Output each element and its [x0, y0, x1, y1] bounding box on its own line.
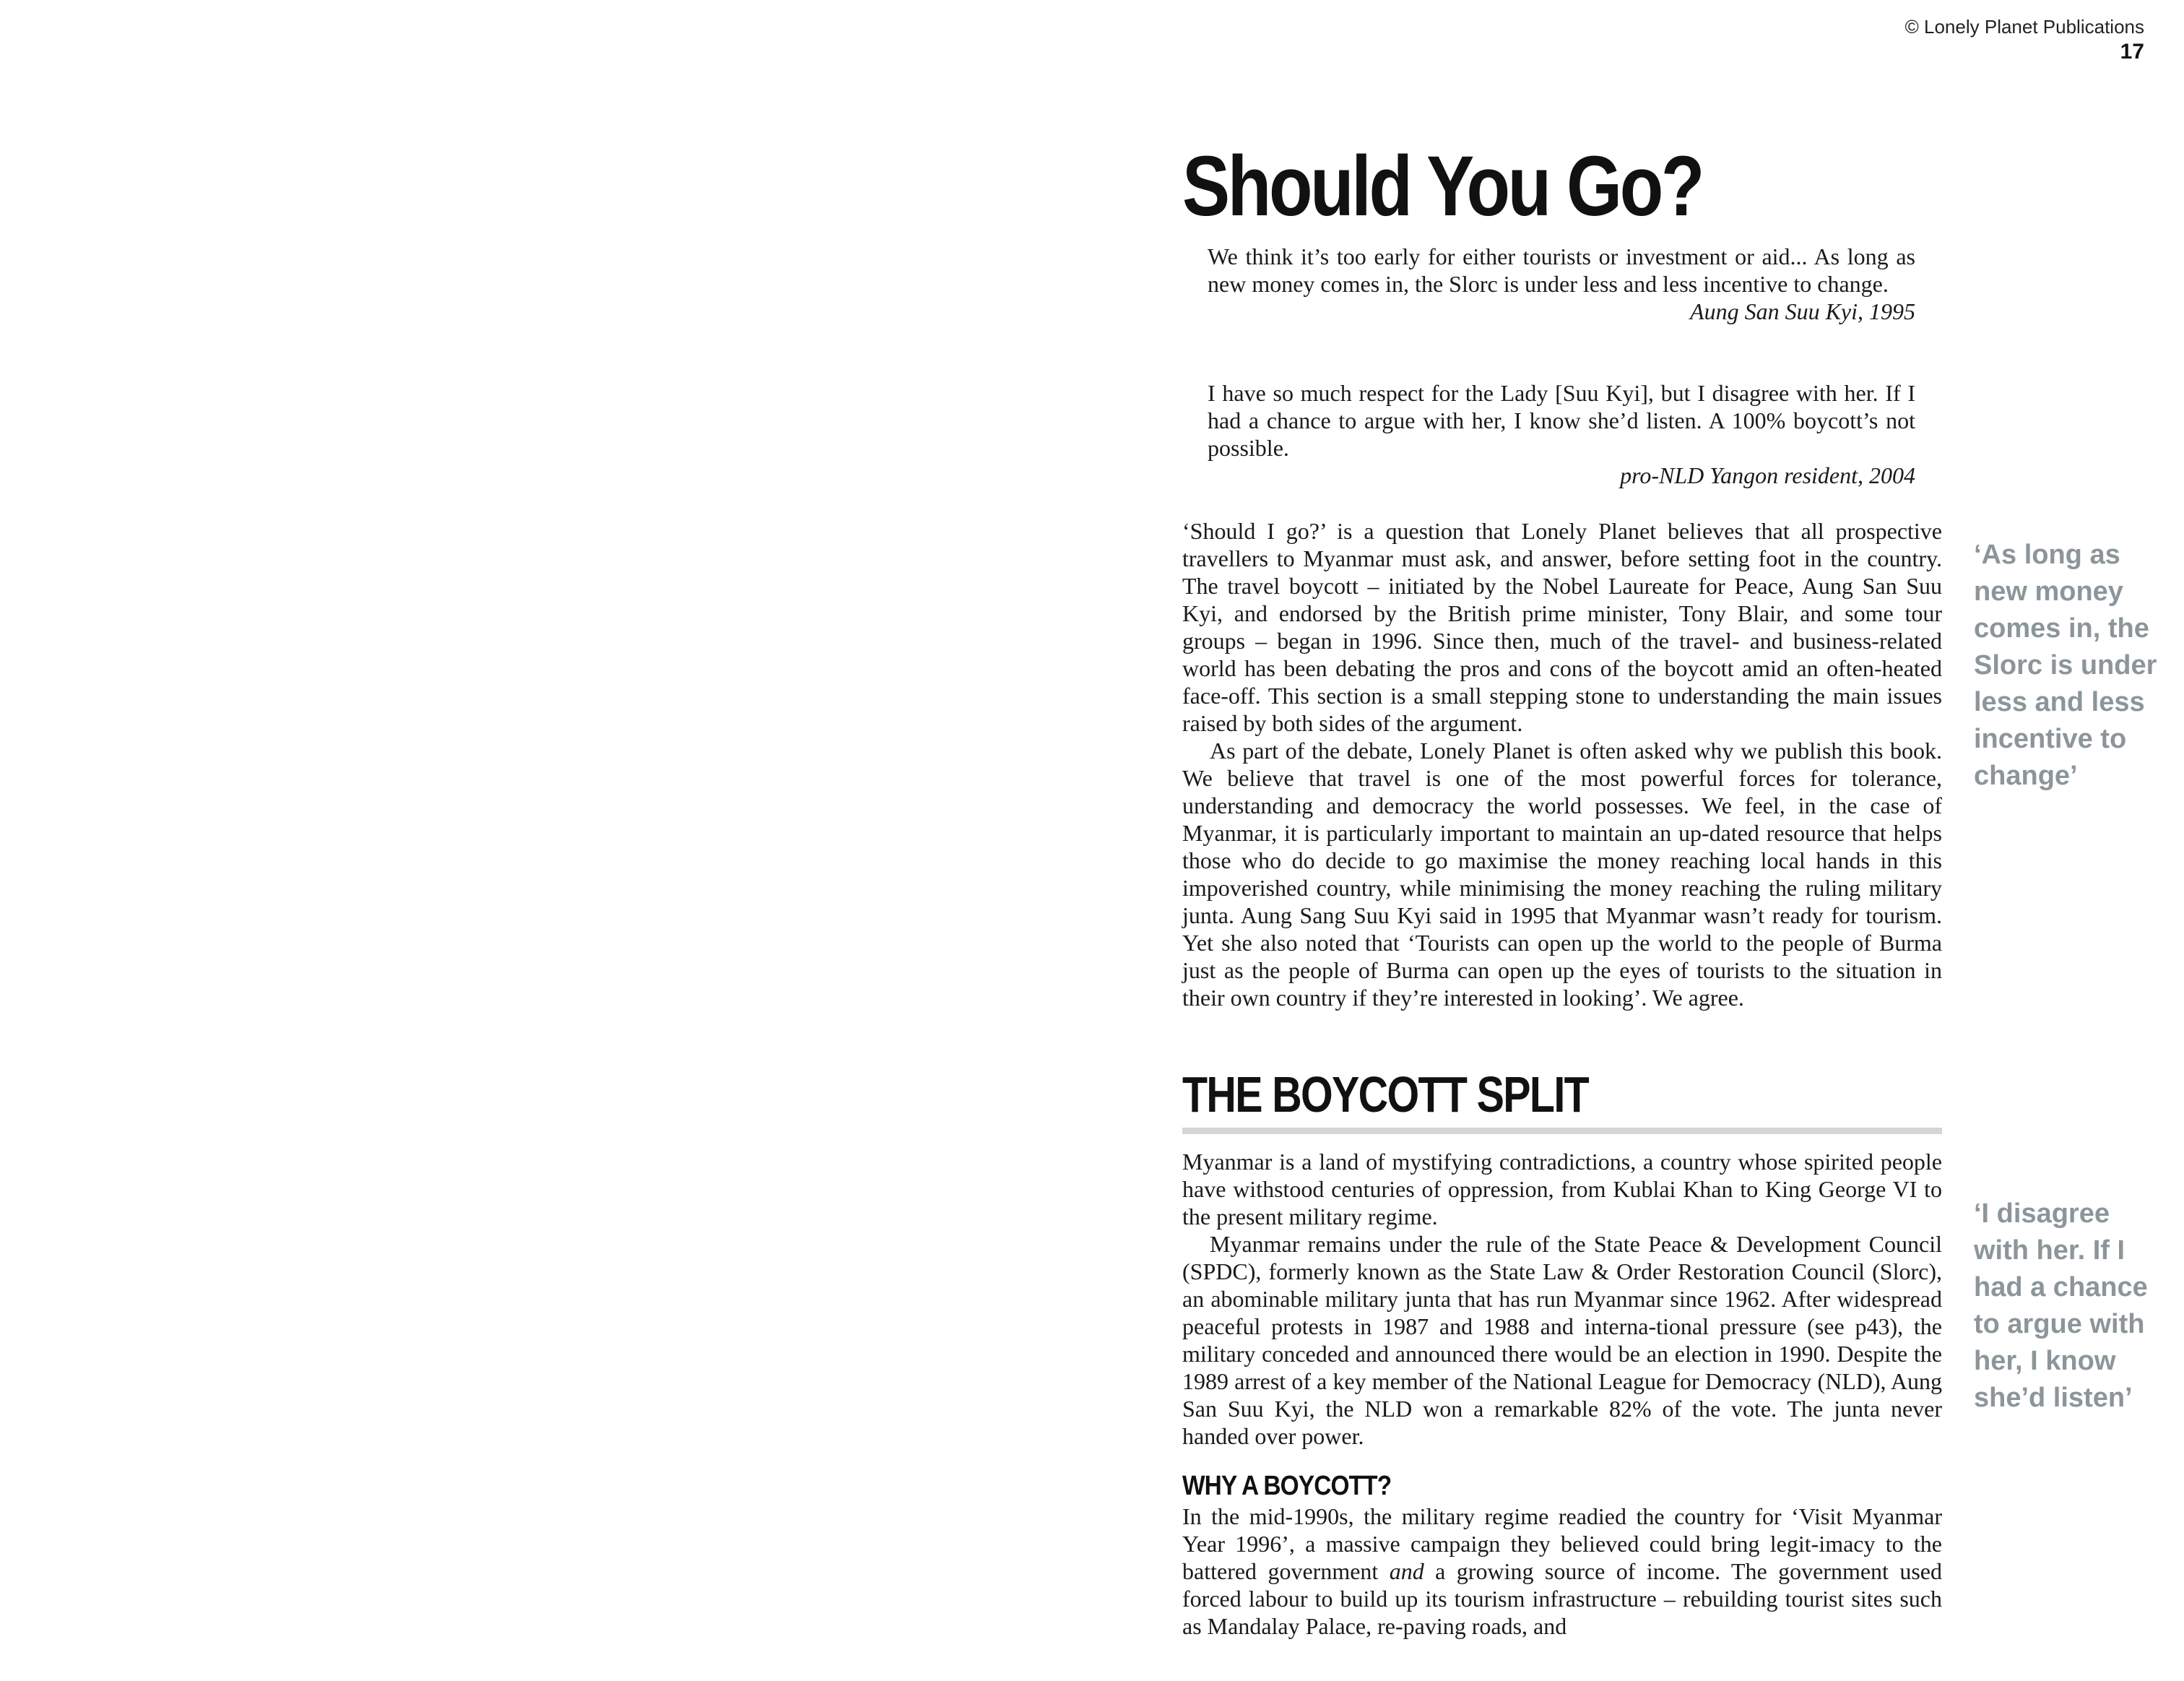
boycott-split-section — [1182, 1148, 1942, 1450]
quote-attribution: Aung San Suu Kyi, 1995 — [1690, 298, 1915, 324]
page-header — [1905, 14, 2144, 65]
text-run: a growing source of income. The government used forced labour to build up its tourism infrastructure – rebuilding tourist sites such as Mandalay Palace, re-paving roads, and — [1182, 1558, 1942, 1639]
quote-attribution: pro-NLD Yangon resident, 2004 — [1620, 462, 1915, 488]
text-run: In the mid-1990s, the military regime readied the country for ‘Visit Myanmar Year 1996’, a massive campaign they believed could bring legit-imacy to the battered government — [1182, 1503, 1942, 1584]
body-paragraph: Myanmar is a land of mystifying contradictions, a country whose spirited people have withstood centuries of oppression, from Kublai Khan to King George VI to the present military regime. — [1182, 1149, 1942, 1230]
body-paragraph: Myanmar remains under the rule of the State Peace & Development Council (SPDC), formerly known as the State Law & Order Restoration Council (Slorc), an abominable military junta that has run Myanmar since 1962. After widespread peaceful protests in 1987 and 1988 and interna-tional pressure (see p43), the military conceded and announced there would be an election in 1990. Despite the 1989 arrest of a key member of the National League for Democracy (NLD), Aung San Suu Kyi, the NLD won a remarkable 82% of the vote. The junta never handed over power. — [1182, 1231, 1942, 1449]
subsection-heading: WHY A BOYCOTT? — [1182, 1471, 1392, 1501]
copyright-notice: © Lonely Planet Publications — [1904, 16, 2144, 38]
page-title: Should You Go? — [1182, 139, 1703, 234]
quote-text: I have so much respect for the Lady [Suu Kyi], but I disagree with her. If I had a chance to argue with her, I know she’d listen. A 100% boycott’s not possible. — [1208, 380, 1915, 461]
intro-section — [1182, 517, 1942, 1011]
quote-text: We think it’s too early for either tourists or investment or aid... As long as new money comes in, the Slorc is under less and less incentive to change. — [1208, 243, 1915, 297]
why-boycott-section — [1182, 1503, 1942, 1640]
heading-rule — [1182, 1128, 1942, 1134]
emphasis-text: and — [1389, 1558, 1424, 1584]
epigraph-quote — [1208, 379, 1915, 489]
body-paragraph — [1182, 1503, 1942, 1640]
pull-quote: ‘I disagree with her. If I had a chance to argue with her, I know she’d listen’ — [1974, 1198, 2148, 1413]
body-paragraph: ‘Should I go?’ is a question that Lonely Planet believes that all prospective travellers to Myanmar must ask, and answer, before setting foot in the country. The travel boycott – initiated by the Nobel Laureate for Peace, Aung San Suu Kyi, and endorsed by the British prime minister, Tony Blair, and some tour groups – began in 1996. Since then, much of the travel- and business-related world has been debating the pros and cons of the boycott amid an often-heated face-off. This section is a small stepping stone to understanding the main issues raised by both sides of the argument. — [1182, 518, 1942, 736]
body-paragraph: As part of the debate, Lonely Planet is often asked why we publish this book. We believe that travel is one of the most powerful forces for tolerance, understanding and democracy the world possesses. We feel, in the case of Myanmar, it is particularly important to maintain an up-dated resource that helps those who do decide to go maximise the money reaching local hands in this impoverished country, while minimising the money reaching the ruling military junta. Aung Sang Suu Kyi said in 1995 that Myanmar wasn’t ready for tourism. Yet she also noted that ‘Tourists can open up the world to the people of Burma just as the people of Burma can open up the eyes of tourists to the situation in their own country if they’re interested in looking’. We agree. — [1182, 738, 1942, 1011]
epigraph-quote — [1208, 243, 1915, 325]
section-heading: THE BOYCOTT SPLIT — [1182, 1066, 1589, 1123]
page-number: 17 — [2120, 40, 2144, 64]
pull-quote: ‘As long as new money comes in, the Slorc is under less and less incentive to change’ — [1974, 540, 2157, 791]
